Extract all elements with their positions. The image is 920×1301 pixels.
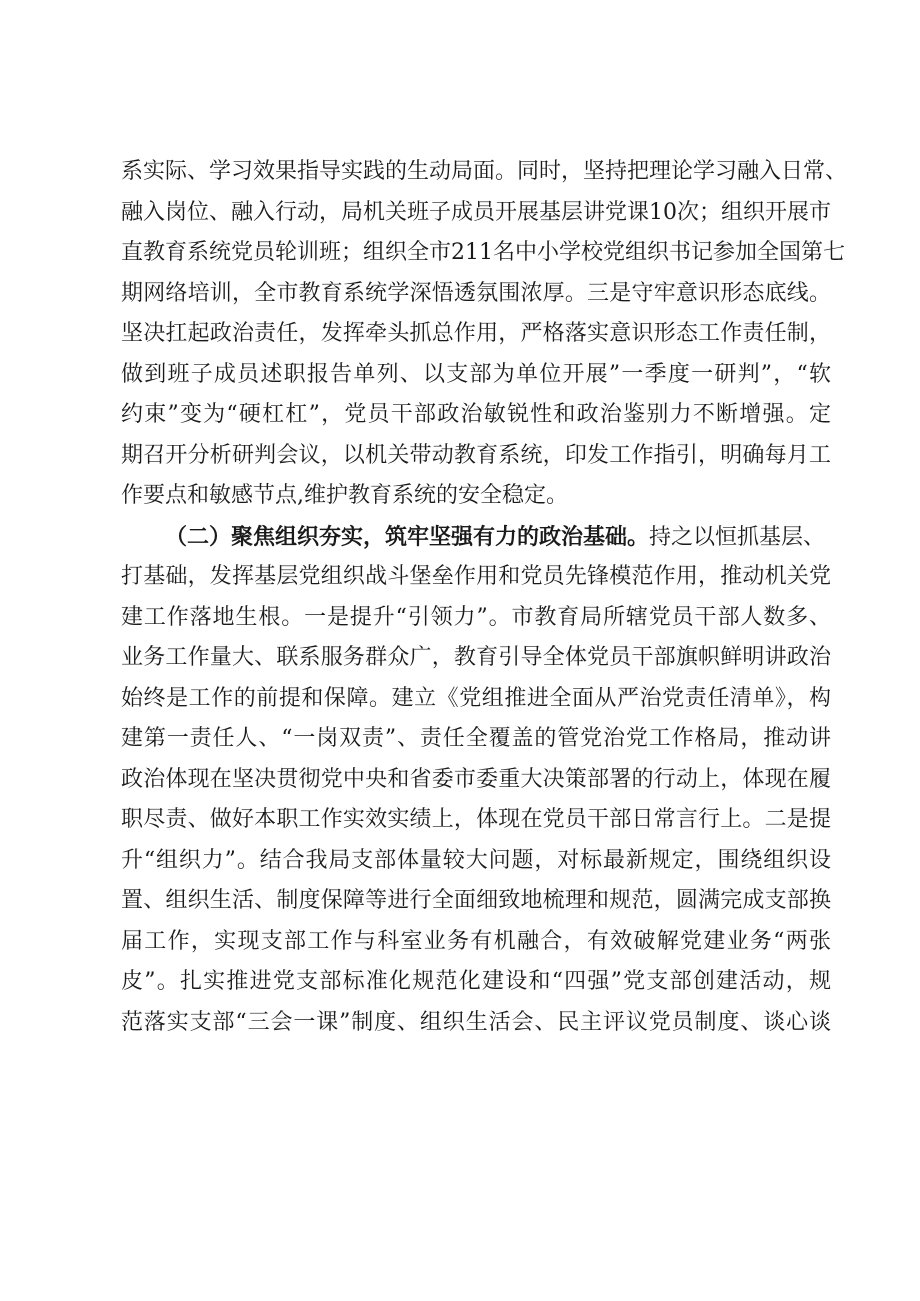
text-line: 范落实支部“三会一课”制度、组织生活会、民主评议党员制度、谈心谈 [121, 1009, 831, 1035]
text-line: 做到班子成员述职报告单列、以支部为单位开展”一季度一研判”，“软 [121, 361, 831, 387]
text-line: 打基础，发挥基层党组织战斗堡垒作用和党员先锋模范作用，推动机关党 [121, 564, 831, 589]
text-line: 升“组织力”。结合我局支部体量较大问题，对标最新规定，围绕组织设 [121, 847, 831, 873]
text-line: 期召开分析研判会议，以机关带动教育系统，印发工作指引，明确每月工 [121, 442, 831, 468]
text-line: 置、组织生活、制度保障等进行全面细致地梳理和规范，圆满完成支部换 [121, 888, 831, 913]
text-line: 建工作落地生根。一是提升“引领力”。市教育局所辖党员干部人数多、 [121, 604, 831, 630]
text-line: 业务工作量大、联系服务群众广，教育引导全体党员干部旗帜鲜明讲政治 [121, 645, 831, 670]
text-line: 始终是工作的前提和保障。建立《党组推进全面从严治党责任清单》，构 [121, 685, 831, 711]
text-line: 融入岗位、融入行动，局机关班子成员开展基层讲党课10次；组织开展市 [121, 199, 831, 225]
text-line: 建第一责任人、“一岗双责”、责任全覆盖的管党治党工作格局，推动讲 [121, 726, 831, 751]
text-line: 约束”变为“硬杠杠”，党员干部政治敏锐性和政治鉴别力不断增强。定 [121, 402, 831, 427]
text-line: 皮”。扎实推进党支部标准化规范化建设和“四强”党支部创建活动，规 [121, 969, 831, 994]
text-line: 届工作，实现支部工作与科室业务有机融合，有效破解党建业务“两张 [121, 928, 831, 954]
paragraph-1 [121, 152, 848, 517]
text-line: 作要点和敏感节点,维护教育系统的安全稳定。 [121, 483, 568, 508]
section-heading: （二）聚焦组织夯实，筑牢坚强有力的政治基础。 [165, 523, 650, 550]
text-line: 直教育系统党员轮训班；组织全市211名中小学校党组织书记参加全国第七 [121, 240, 845, 265]
text-line: 政治体现在坚决贯彻党中央和省委市委重大决策部署的行动上，体现在履 [121, 766, 831, 792]
text-line: 期网络培训，全市教育系统学深悟透氛围浓厚。三是守牢意识形态底线。 [121, 280, 831, 306]
paragraph-2 [121, 517, 831, 1044]
text-run: 持之以恒抓基层、 [649, 524, 826, 550]
text-line: 职尽责、做好本职工作实效实绩上，体现在党员干部日常言行上。二是提 [121, 807, 831, 832]
text-line: 坚决扛起政治责任，发挥牵头抓总作用，严格落实意识形态工作责任制， [121, 321, 831, 346]
document-body [121, 152, 848, 1043]
text-line: 系实际、学习效果指导实践的生动局面。同时，坚持把理论学习融入日常、 [121, 159, 848, 184]
text-line-first [121, 517, 831, 558]
